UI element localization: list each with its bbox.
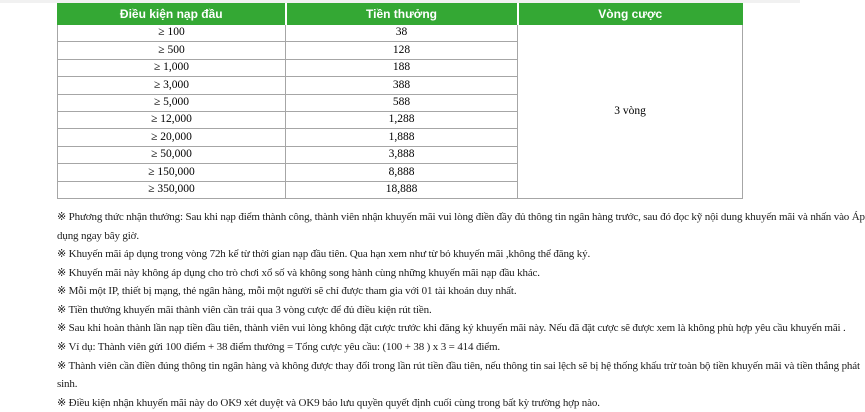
promo-note-line: ※ Phương thức nhận thưởng: Sau khi nạp điểm thành công, thành viên nhận khuyến mãi vui lòng điền đầy đủ thông tin ngân hàng trước, sau đó đọc kỹ nội dung khuyến mãi và nhấn vào Áp <box>57 210 865 223</box>
promo-note <box>57 319 846 338</box>
bonus-cell: 8,888 <box>286 164 518 181</box>
promo-note <box>57 394 757 412</box>
promo-note-line: ※ Điều kiện nhận khuyến mãi này do OK9 xét duyệt và OK9 bảo lưu quyền quyết định cuối cùng trong bất kỳ trường hợp nào. <box>57 396 600 409</box>
promo-note <box>57 208 865 245</box>
promo-note <box>57 264 757 283</box>
bonus-cell: 388 <box>286 77 518 94</box>
promo-terms <box>57 199 865 412</box>
deposit-condition-cell: ≥ 500 <box>58 42 286 59</box>
deposit-condition-cell: ≥ 50,000 <box>58 146 286 163</box>
deposit-condition-cell: ≥ 350,000 <box>58 181 286 198</box>
deposit-condition-cell: ≥ 100 <box>58 25 286 42</box>
deposit-condition-cell: ≥ 150,000 <box>58 164 286 181</box>
promo-note <box>57 282 757 301</box>
deposit-condition-cell: ≥ 3,000 <box>58 77 286 94</box>
promo-note-line: ※ Khuyến mãi này không áp dụng cho trò chơi xổ số và không song hành cùng những khuyến mãi nạp đầu khác. <box>57 266 540 279</box>
column-header-bonus: Tiền thưởng <box>286 4 518 25</box>
column-header-wager-rounds: Vòng cược <box>518 4 743 25</box>
promo-note-line: dụng ngay bây giờ. <box>57 229 139 242</box>
promo-note-line: sinh. <box>57 378 78 391</box>
bonus-cell: 1,288 <box>286 111 518 128</box>
promo-note <box>57 357 860 394</box>
promo-note-line: ※ Mỗi một IP, thiết bị mạng, thẻ ngân hàng, mỗi một người sẽ chỉ được tham gia với 01 tài khoản duy nhất. <box>57 285 517 298</box>
promo-note-line: ※ Sau khi hoàn thành lần nạp tiền đầu tiên, thành viên vui lòng không đặt cược trước khi đăng ký khuyến mãi này. Nếu đã đặt cược sẽ được xem là không phù hợp yêu cầu khuyến mãi . <box>57 322 846 335</box>
promo-table <box>57 3 743 199</box>
bonus-cell: 588 <box>286 94 518 111</box>
promo-note <box>57 301 757 320</box>
column-header-deposit-condition: Điều kiện nạp đầu <box>58 4 286 25</box>
promo-note-line: ※ Khuyến mãi áp dụng trong vòng 72h kể từ thời gian nạp đầu tiên. Qua hạn xem như từ bỏ khuyến mãi ,không thể đăng ký. <box>57 248 591 261</box>
wager-rounds-cell: 3 vòng <box>518 25 743 199</box>
promo-note <box>57 338 757 357</box>
deposit-condition-cell: ≥ 1,000 <box>58 59 286 76</box>
bonus-cell: 188 <box>286 59 518 76</box>
deposit-condition-cell: ≥ 12,000 <box>58 111 286 128</box>
promo-note <box>57 245 757 264</box>
bonus-cell: 18,888 <box>286 181 518 198</box>
bonus-cell: 38 <box>286 25 518 42</box>
promo-note-line: ※ Thành viên cần điền đúng thông tin ngân hàng và không được thay đổi trong lần rút tiền đầu tiên, nếu thông tin sai lệch sẽ bị hệ thống khấu trừ toàn bộ tiền khuyến mãi và tiền thắng phát <box>57 359 860 372</box>
promo-note-line: ※ Ví dụ: Thành viên gửi 100 điểm + 38 điểm thưởng = Tổng cược yêu cầu: (100 + 38 ) x 3 = 414 điểm. <box>57 341 500 354</box>
deposit-condition-cell: ≥ 20,000 <box>58 129 286 146</box>
bonus-cell: 3,888 <box>286 146 518 163</box>
table-header-row <box>58 4 743 25</box>
table-row <box>58 25 743 42</box>
bonus-cell: 1,888 <box>286 129 518 146</box>
bonus-cell: 128 <box>286 42 518 59</box>
promo-note-line: ※ Tiền thưởng khuyến mãi thành viên cần trải qua 3 vòng cược để đủ điều kiện rút tiền. <box>57 303 432 316</box>
deposit-condition-cell: ≥ 5,000 <box>58 94 286 111</box>
